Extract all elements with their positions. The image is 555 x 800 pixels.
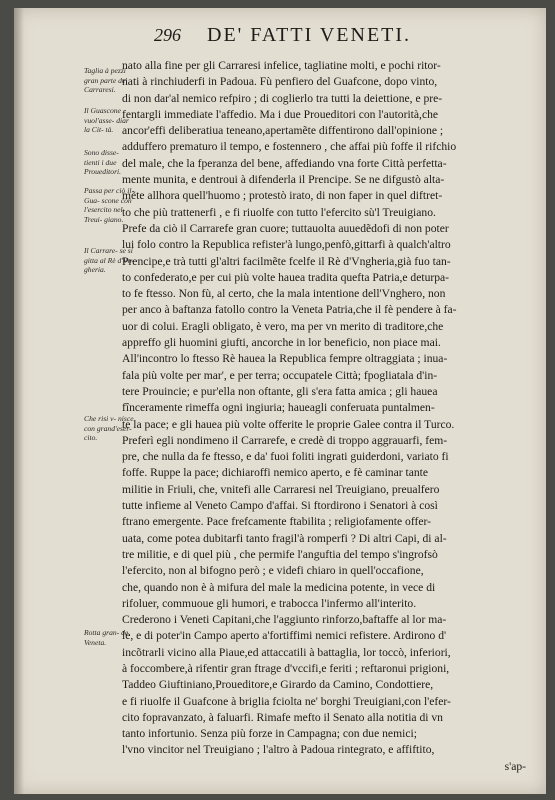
body-text: [122, 58, 526, 775]
running-head: DE' FATTI VENETI.: [207, 24, 412, 46]
text-line: di non dar'al nemico refpiro ; di coglierlo tra tutti la deiettione, e pre-: [122, 91, 443, 105]
text-line: e fi riuolfe il Guafcone à briglia fciolta ne' borghi Treuigiani,con l'efer-: [122, 694, 451, 708]
marginal-note: Che risi v- nisce con grand'eser- cito.: [84, 414, 134, 442]
text-line: Prencipe,e trà tutti gl'altri facilmẽte fcelfe il Rè d'Vngheria,già fuo tan-: [122, 254, 451, 268]
text-line: l'efercito, non al bifogno però ; e videfi chiaro in quell'occafione,: [122, 564, 424, 578]
text-line: tere Prouincie; e pur'ella non oftante, gli s'era fatta amica ; gli hauea: [122, 384, 438, 398]
marginal-note: Rotta gran- de Veneta.: [84, 628, 129, 647]
text-line: fînceramente rimeffa ogni ingiuria; haueagli conferuata puntalmen-: [122, 401, 435, 415]
text-line: All'incontro lo ftesso Rè hauea la Republica fempre oltraggiata ; inua-: [122, 352, 448, 366]
text-line: to che più trattenerfi , e fi riuolfe con tutto l'efercito sù'l Treuigiano.: [122, 205, 436, 219]
text-line: per anco à baftanza fatollo contro la Veneta Patria,che il fè pendere à fa-: [122, 303, 457, 317]
text-line: to fe ftesso. Non fù, al certo, che la mala intentione dell'Vnghero, non: [122, 287, 446, 301]
marginal-note: Il Carrare- se si gitta al Rè d'Vn- gheria.: [84, 246, 134, 274]
text-line: fala più volte per mar', e per terra; occupatele Città; fpogliatala d'in-: [122, 368, 438, 382]
text-line: tutte infieme al Veneto Campo d'affai. Si ftordirono i Senatori à così: [122, 499, 438, 513]
text-line: tre militie, e di quel più , che permife l'anguftia del tempo s'ingrofsò: [122, 547, 438, 561]
text-line: che, quando non è à mifura del male la medicina potente, in vece di: [122, 580, 436, 594]
text-line: incõtrarli vicino alla Piaue,ed attaccatili à battaglia, lor toccò, inferiori,: [122, 645, 451, 659]
text-line: adduffero prematuro il tempo, e fostennero , che affai più foffe il rifchio: [122, 140, 457, 154]
text-line: cito fopravanzato, à faluarfi. Rimafe mefto il Senato alla notitia di vn: [122, 710, 443, 724]
text-line: pre, che nulla da fe ftesso, e da' fuoi foliti ingrati guiderdoni, variato fi: [122, 450, 449, 464]
page-number: 296: [154, 25, 181, 45]
text-line: le, e di poter'in Campo aperto a'fortiffimi nemici refistere. Ardirono d': [122, 629, 447, 643]
text-line: Prefe da ciò il Carrarefe gran cuore; tuttauolta auuedẽdofi di non poter: [122, 221, 449, 235]
marginal-note: Il Guascone vuol'asse- diar la Cit- tà.: [84, 106, 129, 134]
text-line: uor di colui. Eragli obligato, è vero, ma per vn merito di traditore,che: [122, 319, 444, 333]
text-line: tanto infortunio. Senza più forze in Campagna; con due nemici;: [122, 727, 417, 741]
text-line: nato alla fine per gli Carraresi infelice, tagliatine molti, e pochi ritor-: [122, 59, 441, 72]
text-line: fentargli immediate l'affedio. Ma i due Proueditori con l'autorità,che: [122, 107, 439, 121]
text-line: te la pace; e gli hauea più volte offerite le proprie Galee contra il Turco.: [122, 417, 455, 431]
text-line: Crederono i Veneti Capitani,che l'aggiunto rinforzo,baftaffe al lor ma-: [122, 613, 447, 627]
text-line: à foccombere,à rifentir gran ftrage d'vccifi,e feriti ; reftaronui prigioni,: [122, 661, 450, 675]
marginal-note: Taglia à pezzi gran parte de' Carraresi.: [84, 66, 127, 94]
book-page: [14, 8, 546, 794]
text-line: rifoluer, commuoue gli humori, e trabocca l'infermo all'interito.: [122, 596, 417, 610]
text-line: ancor'effi deliberatiua teneano,apertamẽte diffentirono dall'opinione ;: [122, 124, 444, 138]
text-line: mente munita, e dentroui à difenderla il Prencipe. Se ne difgustò alta-: [122, 173, 445, 187]
text-line: ftrano emergente. Pace frefcamente ftabilita ; religiofamente offer-: [122, 515, 431, 529]
text-line: nati à rinchiuderfi in Padoua. Fù penfiero del Guafcone, dopo vinto,: [122, 75, 438, 89]
text-line: militie in Friuli, che, vnitefi alle Carraresi nel Treuigiano, preualfero: [122, 482, 440, 496]
text-line: mẽte allhora quell'huomo ; protestò irato, di non faper in quel diftret-: [122, 189, 443, 203]
text-line: appreffo gli huomini giufti, ancorche in lor beneficio, non piace mai.: [122, 336, 441, 350]
text-line: uata, come potea dubitarfi tanto fragil'à romperfi ? Di altri Capi, di al-: [122, 531, 447, 545]
text-line: to confederato,e per cui più volte hauea tradita quefta Patria,e deturpa-: [122, 270, 450, 284]
text-line: foffe. Ruppe la pace; dichiaroffi nemico aperto, e fè caminar tante: [122, 466, 429, 480]
text-line: s'ap-: [504, 759, 526, 773]
text-line: Taddeo Giuftiniano,Proueditore,e Girardo da Camino, Condottiere,: [122, 678, 434, 692]
text-line: del male, che la fperanza del bene, affediando vna forte Città perfetta-: [122, 156, 447, 170]
marginal-note: Passa per ciò il Gua- scone con l'esercito nel Treui- giano.: [84, 186, 132, 224]
binding-gutter: [14, 8, 24, 794]
page-header: [154, 24, 411, 47]
marginal-note: Sono disse- tienti i due Proueditori.: [84, 148, 122, 176]
text-line: l'vno vincitor nel Treuigiano ; l'altro à Padoua rintegrato, e affiftito,: [122, 743, 435, 757]
text-line: Preferì egli nondimeno il Carrarefe, e credè di troppo aggrauarfi, fem-: [122, 433, 448, 447]
text-line: lui folo contro la Republica refister'à lungo,penfò,gittarfi à qualch'altro: [122, 238, 451, 252]
